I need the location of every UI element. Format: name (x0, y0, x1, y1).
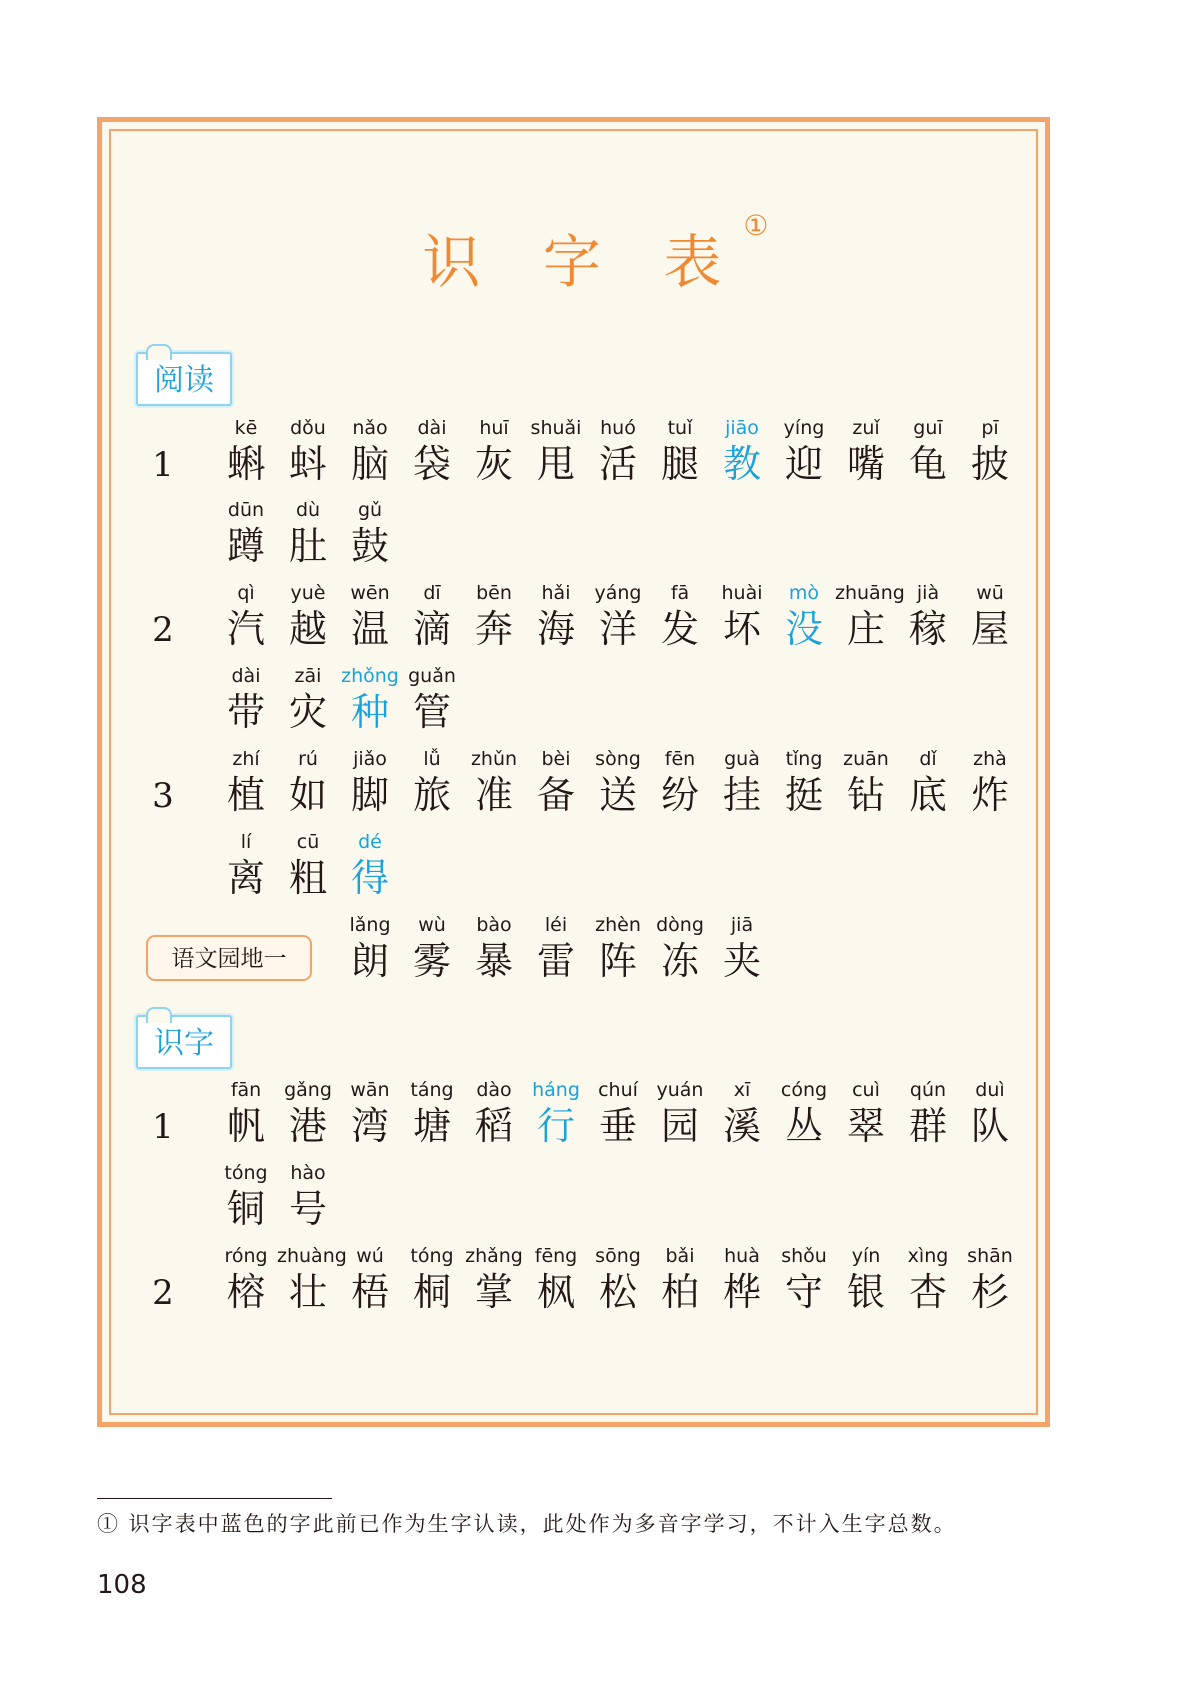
hanzi: 钻 (846, 773, 885, 817)
hanzi: 溪 (722, 1104, 761, 1148)
hanzi: 冻 (660, 939, 699, 983)
character-cell (525, 912, 587, 984)
hanzi: 备 (536, 773, 575, 817)
hanzi: 群 (908, 1104, 947, 1148)
character-cell (773, 1243, 835, 1315)
row-number: 1 (152, 445, 174, 485)
hanzi: 塘 (412, 1104, 451, 1148)
pinyin: zuān (843, 748, 889, 770)
footnote: ① 识字表中蓝色的字此前已作为生字认读，此处作为多音字学习，不计入生字总数。 (97, 1512, 957, 1536)
pinyin: cuì (852, 1079, 880, 1101)
hanzi: 迎 (784, 442, 823, 486)
hanzi: 稼 (908, 607, 947, 651)
pinyin: rú (298, 748, 318, 770)
pinyin: róng (224, 1245, 268, 1267)
pinyin: zhí (232, 748, 260, 770)
character-cell (525, 580, 587, 652)
hanzi: 底 (908, 773, 947, 817)
character-cell (587, 1077, 649, 1149)
pinyin: wū (976, 582, 1004, 604)
pinyin: zāi (294, 665, 322, 687)
pinyin: zuǐ (852, 417, 880, 439)
pinyin: zhǒng (341, 665, 399, 687)
character-cell (277, 1077, 339, 1149)
paper-clip-icon (146, 344, 172, 360)
character-cell (463, 1077, 525, 1149)
pinyin: sōng (595, 1245, 641, 1267)
character-cell (215, 1077, 277, 1149)
character-cell (339, 497, 401, 569)
pinyin: yuè (290, 582, 326, 604)
hanzi: 披 (970, 442, 1009, 486)
hanzi: 粗 (288, 856, 327, 900)
page-number: 108 (97, 1570, 147, 1600)
hanzi: 教 (722, 442, 761, 486)
character-cell (339, 663, 401, 735)
character-cell (649, 1077, 711, 1149)
character-cell (463, 415, 525, 487)
pinyin: qì (237, 582, 255, 604)
pinyin: dī (423, 582, 441, 604)
character-cell (897, 415, 959, 487)
hanzi: 号 (288, 1187, 327, 1231)
character-cell (525, 1243, 587, 1315)
character-cell (401, 912, 463, 984)
hanzi: 海 (536, 607, 575, 651)
hanzi: 灰 (474, 442, 513, 486)
character-cell (401, 415, 463, 487)
hanzi: 屋 (970, 607, 1009, 651)
pinyin: wān (350, 1079, 390, 1101)
pinyin: qún (909, 1079, 947, 1101)
pinyin: nǎo (352, 417, 388, 439)
hanzi: 桐 (412, 1270, 451, 1314)
pinyin: shǒu (781, 1245, 827, 1267)
character-cell (711, 746, 773, 818)
hanzi: 管 (412, 690, 451, 734)
hanzi: 松 (598, 1270, 637, 1314)
hanzi: 坏 (722, 607, 761, 651)
character-cell (897, 1243, 959, 1315)
pinyin: bēn (476, 582, 512, 604)
section-tag-garden: 语文园地一 (146, 935, 312, 981)
character-cell (401, 663, 463, 735)
pinyin: yáng (594, 582, 642, 604)
pinyin: fān (230, 1079, 262, 1101)
pinyin: wú (356, 1245, 384, 1267)
hanzi: 得 (350, 856, 389, 900)
character-cell (277, 829, 339, 901)
character-cell (959, 415, 1021, 487)
pinyin: tuǐ (667, 417, 693, 439)
hanzi: 园 (660, 1104, 699, 1148)
character-cell (401, 746, 463, 818)
title-footnote-marker: ① (743, 209, 769, 242)
character-cell (835, 1077, 897, 1149)
pinyin: tóng (224, 1162, 268, 1184)
pinyin: jiǎo (353, 748, 387, 770)
row-number: 2 (152, 1273, 174, 1313)
hanzi: 滴 (412, 607, 451, 651)
hanzi: 港 (288, 1104, 327, 1148)
hanzi: 温 (350, 607, 389, 651)
pinyin: dǐ (919, 748, 937, 770)
hanzi: 垂 (598, 1104, 637, 1148)
character-cell (215, 663, 277, 735)
character-cell (587, 1243, 649, 1315)
pinyin: yuán (656, 1079, 704, 1101)
character-cell (339, 746, 401, 818)
pinyin: tóng (410, 1245, 454, 1267)
hanzi: 准 (474, 773, 513, 817)
hanzi: 旅 (412, 773, 451, 817)
hanzi: 脚 (350, 773, 389, 817)
hanzi: 越 (288, 607, 327, 651)
character-cell (773, 746, 835, 818)
pinyin: lǚ (423, 748, 441, 770)
character-cell (897, 580, 959, 652)
title-text: 识 字 表 (422, 228, 744, 296)
pinyin: zhuāng (835, 582, 905, 604)
character-cell (959, 1077, 1021, 1149)
row-number: 3 (152, 776, 174, 816)
character-cell (959, 746, 1021, 818)
character-cell (773, 415, 835, 487)
hanzi: 守 (784, 1270, 823, 1314)
footnote-divider (97, 1498, 332, 1499)
pinyin: zhǔn (470, 748, 518, 770)
pinyin: hào (290, 1162, 326, 1184)
pinyin: chuí (598, 1079, 638, 1101)
hanzi: 枫 (536, 1270, 575, 1314)
pinyin: fēn (664, 748, 696, 770)
character-cell (711, 1077, 773, 1149)
character-cell (401, 580, 463, 652)
character-cell (711, 1243, 773, 1315)
character-cell (463, 580, 525, 652)
pinyin: zhuàng (277, 1245, 347, 1267)
page-title (0, 209, 1191, 299)
paper-clip-icon (146, 1007, 172, 1023)
hanzi: 柏 (660, 1270, 699, 1314)
character-cell (959, 1243, 1021, 1315)
pinyin: yín (851, 1245, 881, 1267)
character-cell (277, 663, 339, 735)
hanzi: 带 (226, 690, 265, 734)
pinyin: pī (981, 417, 999, 439)
character-cell (401, 1077, 463, 1149)
pinyin: shuǎi (530, 417, 582, 439)
row-number: 2 (152, 610, 174, 650)
character-cell (773, 580, 835, 652)
character-cell (463, 746, 525, 818)
character-cell (215, 415, 277, 487)
hanzi: 没 (784, 607, 823, 651)
character-cell (773, 1077, 835, 1149)
pinyin: cū (296, 831, 320, 853)
pinyin: sòng (595, 748, 641, 770)
character-cell (649, 746, 711, 818)
pinyin: jiā (730, 914, 754, 936)
character-cell (463, 1243, 525, 1315)
hanzi: 纷 (660, 773, 699, 817)
section-tag-literacy (136, 1015, 232, 1069)
character-cell (525, 1077, 587, 1149)
pinyin: guī (913, 417, 943, 439)
hanzi: 嘴 (846, 442, 885, 486)
hanzi: 挺 (784, 773, 823, 817)
hanzi: 稻 (474, 1104, 513, 1148)
character-cell (401, 1243, 463, 1315)
pinyin: dài (231, 665, 261, 687)
pinyin: huī (479, 417, 509, 439)
hanzi: 奔 (474, 607, 513, 651)
pinyin: kē (234, 417, 258, 439)
character-cell (215, 829, 277, 901)
pinyin: jià (916, 582, 940, 604)
pinyin: dào (476, 1079, 512, 1101)
hanzi: 活 (598, 442, 637, 486)
hanzi: 梧 (350, 1270, 389, 1314)
hanzi: 庄 (846, 607, 885, 651)
pinyin: gǎng (284, 1079, 332, 1101)
character-cell (587, 912, 649, 984)
pinyin: guà (724, 748, 760, 770)
hanzi: 银 (846, 1270, 885, 1314)
character-cell (897, 746, 959, 818)
hanzi: 植 (226, 773, 265, 817)
pinyin: fā (670, 582, 690, 604)
character-cell (711, 580, 773, 652)
hanzi: 雷 (536, 939, 575, 983)
hanzi: 种 (350, 690, 389, 734)
character-cell (277, 580, 339, 652)
character-cell (339, 1077, 401, 1149)
hanzi: 龟 (908, 442, 947, 486)
pinyin: zhǎng (465, 1245, 523, 1267)
hanzi: 送 (598, 773, 637, 817)
character-cell (587, 746, 649, 818)
pinyin: duì (975, 1079, 1005, 1101)
pinyin: táng (410, 1079, 454, 1101)
hanzi: 掌 (474, 1270, 513, 1314)
hanzi: 脑 (350, 442, 389, 486)
row-number: 1 (152, 1107, 174, 1147)
character-cell (525, 746, 587, 818)
pinyin: bǎi (665, 1245, 695, 1267)
character-cell (897, 1077, 959, 1149)
hanzi: 杉 (970, 1270, 1009, 1314)
hanzi: 桦 (722, 1270, 761, 1314)
hanzi: 雾 (412, 939, 451, 983)
pinyin: dòng (656, 914, 704, 936)
character-cell (835, 746, 897, 818)
pinyin: lǎng (349, 914, 391, 936)
character-cell (215, 580, 277, 652)
character-cell (277, 415, 339, 487)
character-cell (339, 415, 401, 487)
character-cell (587, 580, 649, 652)
pinyin: háng (532, 1079, 580, 1101)
hanzi: 壮 (288, 1270, 327, 1314)
pinyin: huà (724, 1245, 760, 1267)
section-label-literacy: 识字 (154, 1026, 214, 1061)
character-cell (587, 415, 649, 487)
character-cell (339, 1243, 401, 1315)
character-cell (339, 580, 401, 652)
character-cell (339, 829, 401, 901)
hanzi: 蝌 (226, 442, 265, 486)
pinyin: bèi (541, 748, 571, 770)
pinyin: fēng (534, 1245, 578, 1267)
hanzi: 鼓 (350, 524, 389, 568)
pinyin: lí (240, 831, 252, 853)
hanzi: 汽 (226, 607, 265, 651)
character-cell (835, 580, 905, 652)
pinyin: dǒu (290, 417, 326, 439)
hanzi: 阵 (598, 939, 637, 983)
character-cell (277, 497, 339, 569)
character-cell (215, 497, 277, 569)
character-cell (339, 912, 401, 984)
character-cell (215, 746, 277, 818)
pinyin: dù (295, 499, 321, 521)
character-cell (277, 1160, 339, 1232)
hanzi: 行 (536, 1104, 575, 1148)
hanzi: 丛 (784, 1104, 823, 1148)
hanzi: 队 (970, 1104, 1009, 1148)
pinyin: wēn (350, 582, 390, 604)
hanzi: 洋 (598, 607, 637, 651)
character-cell (835, 1243, 897, 1315)
hanzi: 帆 (226, 1104, 265, 1148)
character-cell (649, 1243, 711, 1315)
character-cell (525, 415, 587, 487)
pinyin: dūn (227, 499, 265, 521)
character-cell (649, 415, 711, 487)
hanzi: 暴 (474, 939, 513, 983)
character-cell (215, 1243, 277, 1315)
hanzi: 灾 (288, 690, 327, 734)
pinyin: yíng (783, 417, 825, 439)
hanzi: 榕 (226, 1270, 265, 1314)
section-tag-reading (136, 352, 232, 406)
character-cell (959, 580, 1021, 652)
character-cell (277, 746, 339, 818)
pinyin: zhèn (595, 914, 641, 936)
pinyin: zhà (973, 748, 1007, 770)
pinyin: jiāo (725, 417, 759, 439)
character-cell (711, 415, 773, 487)
character-cell (711, 912, 773, 984)
section-label-reading: 阅读 (154, 363, 214, 398)
hanzi: 挂 (722, 773, 761, 817)
hanzi: 如 (288, 773, 327, 817)
character-cell (277, 1243, 347, 1315)
pinyin: guǎn (408, 665, 456, 687)
pinyin: mò (788, 582, 820, 604)
hanzi: 夹 (722, 939, 761, 983)
pinyin: xī (733, 1079, 751, 1101)
hanzi: 湾 (350, 1104, 389, 1148)
pinyin: huài (721, 582, 763, 604)
pinyin: dé (358, 831, 382, 853)
hanzi: 腿 (660, 442, 699, 486)
pinyin: huó (600, 417, 636, 439)
hanzi: 炸 (970, 773, 1009, 817)
hanzi: 蚪 (288, 442, 327, 486)
hanzi: 铜 (226, 1187, 265, 1231)
pinyin: léi (544, 914, 568, 936)
hanzi: 袋 (412, 442, 451, 486)
pinyin: gǔ (357, 499, 383, 521)
character-cell (835, 415, 897, 487)
hanzi: 杏 (908, 1270, 947, 1314)
hanzi: 肚 (288, 524, 327, 568)
hanzi: 翠 (846, 1104, 885, 1148)
pinyin: tǐng (785, 748, 823, 770)
pinyin: cóng (780, 1079, 828, 1101)
hanzi: 离 (226, 856, 265, 900)
pinyin: wù (418, 914, 446, 936)
character-cell (215, 1160, 277, 1232)
hanzi: 甩 (536, 442, 575, 486)
pinyin: xìng (907, 1245, 949, 1267)
pinyin: bào (476, 914, 512, 936)
character-cell (463, 912, 525, 984)
hanzi: 蹲 (226, 524, 265, 568)
character-cell (649, 580, 711, 652)
pinyin: hǎi (541, 582, 571, 604)
hanzi: 朗 (350, 939, 389, 983)
character-cell (649, 912, 711, 984)
pinyin: dài (417, 417, 447, 439)
hanzi: 发 (660, 607, 699, 651)
pinyin: shān (967, 1245, 1013, 1267)
